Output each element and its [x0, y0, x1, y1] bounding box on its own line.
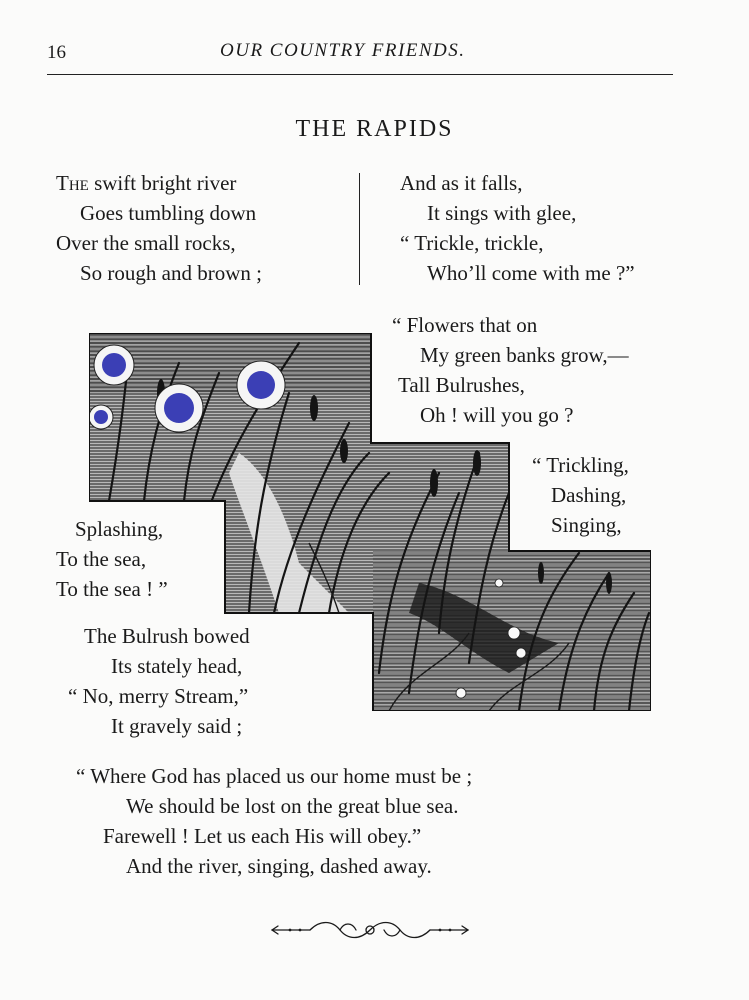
poem-line: Over the small rocks, — [56, 231, 236, 255]
poem-line: Tall Bulrushes, — [398, 373, 525, 397]
page-number: 16 — [47, 42, 66, 63]
header-rule — [47, 74, 673, 75]
column-divider — [359, 173, 360, 285]
poem-line: “ Where God has placed us our home must be ; — [76, 764, 473, 788]
poem-line: And as it falls, — [400, 171, 523, 195]
poem-line: Who’ll come with me ?” — [427, 261, 635, 285]
poem-line: Goes tumbling down — [80, 201, 257, 225]
stanza-7 — [76, 761, 472, 881]
poem-line: Dashing, — [551, 483, 627, 507]
poem-line: Splashing, — [75, 517, 164, 541]
poem-line: And the river, singing, dashed away. — [126, 854, 432, 878]
poem-line: Its stately head, — [111, 654, 243, 678]
poem-line: My green banks grow,— — [420, 343, 629, 367]
poem-line: We should be lost on the great blue sea. — [126, 794, 459, 818]
poem-line: Farewell ! Let us each His will obey.” — [103, 824, 422, 848]
bulrush-illustration — [89, 333, 651, 711]
poem-line: To the sea, — [56, 547, 147, 571]
poem-line: “ Flowers that on — [392, 313, 538, 337]
stanza-2 — [400, 168, 635, 288]
poem-line-text: swift bright river — [94, 171, 237, 195]
poem-line: It gravely said ; — [111, 714, 243, 738]
poem-line — [56, 168, 262, 198]
stanza-1 — [56, 168, 262, 288]
running-head: OUR COUNTRY FRIENDS. — [220, 40, 466, 61]
poem-line: “ Trickle, trickle, — [400, 231, 544, 255]
poem-line: Singing, — [551, 513, 622, 537]
poem-line: “ Trickling, — [532, 453, 629, 477]
scroll-ornament-icon — [270, 916, 470, 944]
poem-line: So rough and brown ; — [80, 261, 262, 285]
poem-line: It sings with glee, — [427, 201, 577, 225]
poem-line: “ No, merry Stream,” — [68, 684, 249, 708]
poem-line: To the sea ! ” — [56, 577, 168, 601]
poem-title: THE RAPIDS — [295, 116, 454, 142]
drop-word: The — [56, 171, 89, 195]
poem-line: The Bulrush bowed — [84, 624, 250, 648]
poem-line: Oh ! will you go ? — [420, 403, 574, 427]
